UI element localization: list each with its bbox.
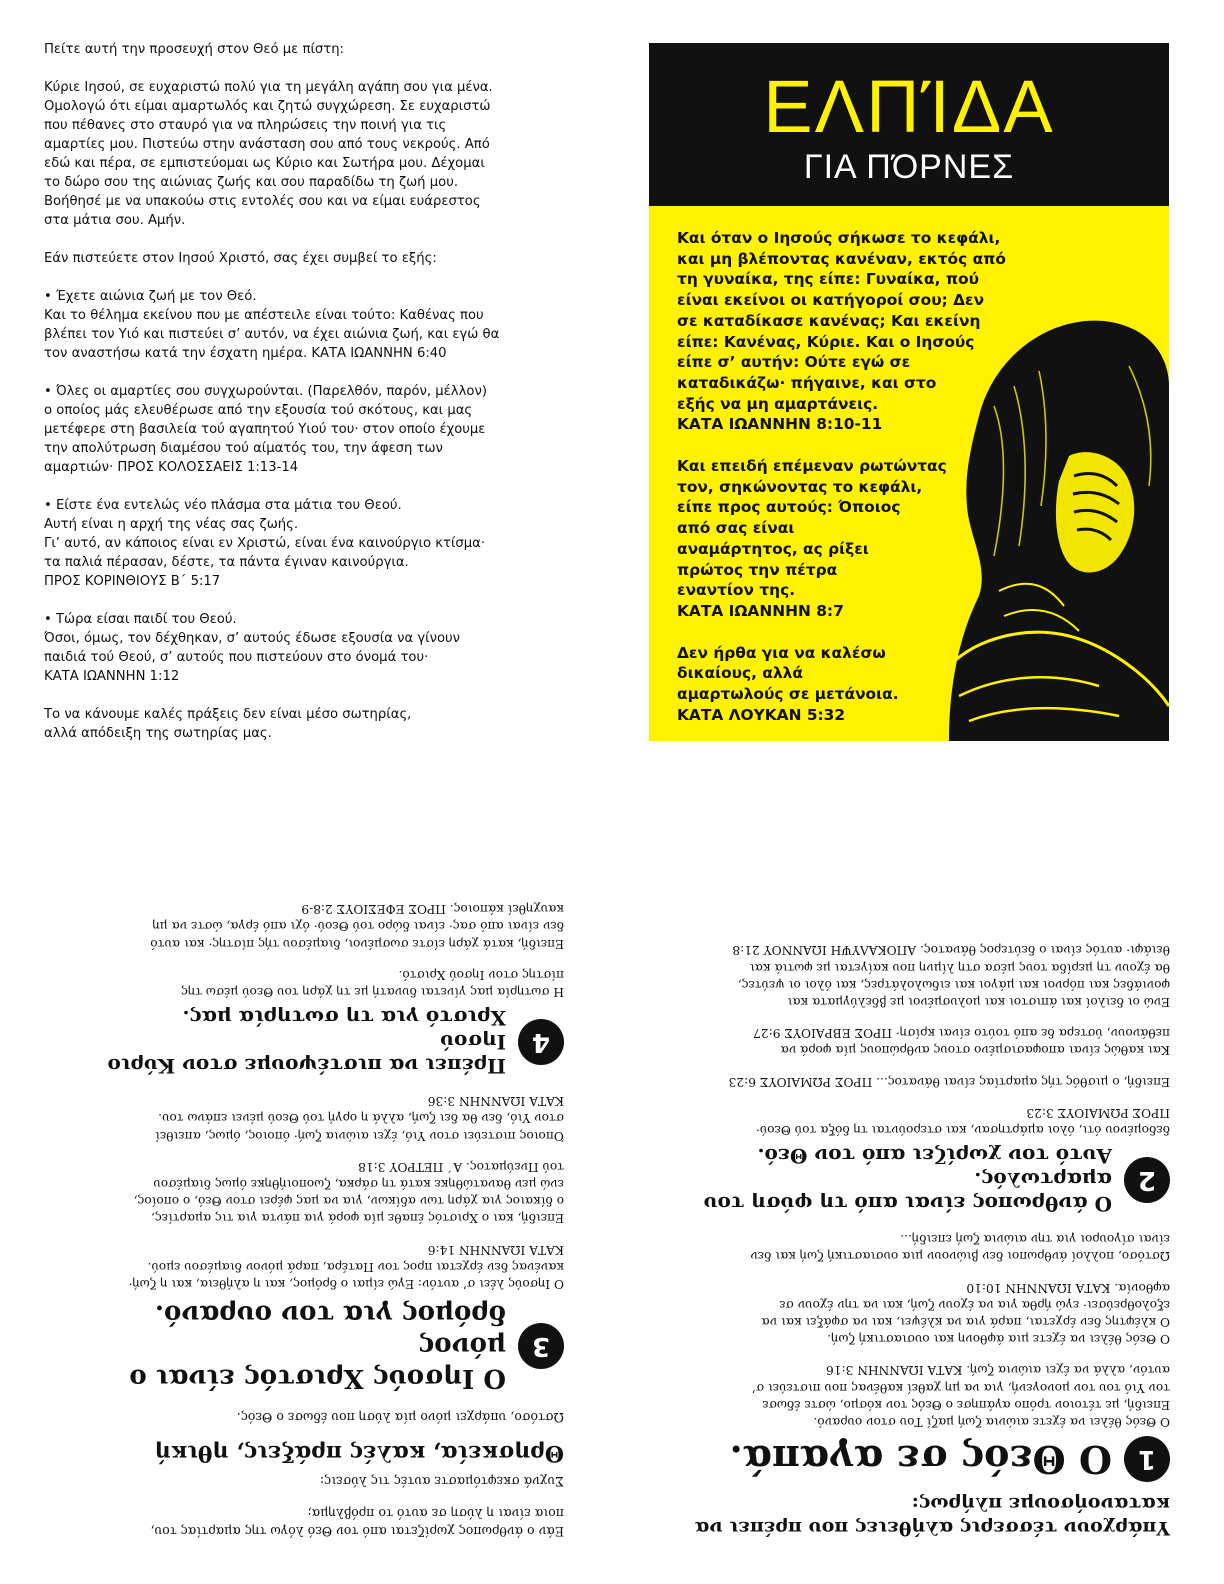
- point-new-creation: • Είστε ένα εντελώς νέο πλάσμα στα μάτια του Θεού. Αυτή είναι η αρχή της νέας σας ζωής. Γι’ αυτό, αν κάποιος είναι εν Χριστώ, είναι ένα καινούργιο κτίσμα· τα παλιά πέρασαν, δέστε, τα πάντα έγιναν καινούργια. ΠΡΟΣ ΚΟΡΙΝΘΙΟΥΣ Β΄ 5:17: [44, 498, 486, 589]
- truth-2-body-4: Ενώ οι δειλοί και άπιστοι και μολυσμένοι με βδελύγματα και φονιάδες και πόρνοι και μάγοι και ειδωλολάτρες, και όλοι οι ψεύτες, θα έχουν τη μερίδα τους μέσα στη λίμνη που καίγεται με φωτιά και θειάφι· αυτός είναι ο δεύτερος θάνατος. ΑΠΟΚΑΛΥΨΗ ΙΩΑΝΝΟΥ 21:8: [732, 943, 1170, 1009]
- truth-1-title: Ο Θεός σε αγαπά.: [729, 1437, 1112, 1482]
- truth-1-body-2: Ο Θεός θέλει να έχετε μια άφθονη και ουσιαστική ζωή. Ο κλέφτης δεν έρχεται, παρά για να κλέψει, και να σφάξει και να εξολοθρεύσει· εγώ ήρθα για να έχουν ζωή, και να την έχουν σε αφθονία. ΚΑΤΑ ΙΩΑΝΝΗΝ 10:10: [761, 1280, 1170, 1347]
- verse-john-8-7: Και επειδή επέμεναν ρωτώντας τον, σηκώνοντας το κεφάλι, είπε προς αυτούς: Όποιος από σας είναι αναμάρτητος, ας ρίξει πρώτος την πέτρα εναντίον της. ΚΑΤΑ ΙΩΑΝΝΗΝ 8:7: [677, 457, 947, 620]
- solution-false-paths: Θρησκεία, καλές πράξεις, ηθική: [154, 1440, 564, 1466]
- truth-3-body-2: Επειδή, και ο Χριστός έπαθε μία φορά για πάντα για τις αμαρτίες, ο δίκαιος για χάρη των αδίκων, για να μας φέρει στον Θεό, ο οποίος, ενώ μεν θανατώθηκε κατά τη σάρκα, ζωοποιήθηκε όμως διαμέσου τού Πνεύματος. Α΄ ΠΕΤΡΟΥ 3:18: [133, 1159, 564, 1226]
- solution-common: Συχνά σκεφτόμαστε αυτές τις λύσεις:: [319, 1474, 564, 1489]
- truth-4-heading: [44, 1006, 564, 1078]
- truth-2-heading: [658, 1144, 1170, 1216]
- point-sins-forgiven: • Όλες οι αμαρτίες σου συγχωρούνται. (Παρελθόν, παρόν, μέλλον) ο οποίος μάς ελευθέρωσε από την εξουσία τού σκότους, και μας μετέφερε στη βασιλεία τού αγαπητού Υιού του· στον οποίο έχουμε την απολύτρωση διαμέσου τού αίματός του, την άφεση των αμαρτιών· ΠΡΟΣ ΚΟΛΟΣΣΑΕΙΣ 1:13-14: [44, 384, 487, 475]
- truth-4-body-2: Επειδή, κατά χάρη είστε σωσμένοι, διαμέσου τής πίστης· και αυτό δεν είναι από σας· είναι δώρο τού Θεού· όχι από έργα, ώστε να μη καυχηθεί κάποιος. ΠΡΟΣ ΕΦΕΣΙΟΥΣ 2:8-9: [150, 902, 564, 951]
- cover-title: ΕΛΠΊΔΑ: [763, 65, 1055, 148]
- point-eternal-life: • Έχετε αιώνια ζωή με τον Θεό. Και το θέλημα εκείνου που με απέστειλε είναι τούτο: Καθένας που βλέπει τον Υιό και πιστεύει σ’ αυτόν, να έχει αιώνια ζωή, και εγώ θα τον αναστήσω κατά την έσχατη ημέρα. ΚΑΤΑ ΙΩΑΝΝΗΝ 6:40: [44, 289, 500, 361]
- cover-verses: [677, 228, 1077, 741]
- solution-only-one: Ωστόσο, υπάρχει μόνο μία λύση που έδωσε ο Θεός.: [236, 1410, 564, 1425]
- truths-panel-3-4: [44, 840, 564, 1540]
- solution-question: Εάν ο άνθρωπος χωρίζεται από τον Θεό λόγω της αμαρτίας του, ποια είναι η λύση σε αυτό το πρόβλημα;: [150, 1506, 564, 1539]
- truth-3-body: Ο Ιησούς λέει σ’ αυτόν: Εγώ είμαι ο δρόμος, και η αλήθεια, και η ζωή· κανένας δεν έρχεται προς τον Πατέρα, παρά μόνον διαμέσου εμού. ΚΑΤΑ ΙΩΑΝΝΗΝ 14:6: [128, 1242, 564, 1291]
- truth-2-body-2: Επειδή, ο μισθός τής αμαρτίας είναι θάνατος... ΠΡΟΣ ΡΩΜΑΙΟΥΣ 6:23: [728, 1074, 1170, 1089]
- prayer-intro: Πείτε αυτή την προσευχή στον Θεό με πίστη:: [44, 42, 345, 57]
- truth-1-body: Ο Θεός θέλει να έχετε αιώνια ζωή μαζί Του στον ουρανό. Επειδή, με τέτοιον τρόπο αγάπησε ο Θεός τον κόσμο, ώστε έδωσε τον Υιό του τον μονογενή, για να μη χαθεί καθένας που πιστεύει σ’ αυτόν, αλλά να έχει αιώνια ζωή. ΚΑΤΑ ΙΩΑΝΝΗΝ 3:16: [751, 1363, 1170, 1429]
- verse-luke-5-32: Δεν ήρθα για να καλέσω δικαίους, αλλά αμαρτωλούς σε μετάνοια. ΚΑΤΑ ΛΟΥΚΑΝ 5:32: [677, 643, 899, 724]
- truth-1-number: 1: [1124, 1436, 1170, 1482]
- prayer-text: Κύριε Ιησού, σε ευχαριστώ πολύ για τη μεγάλη αγάπη σου για μένα. Ομολογώ ότι είμαι αμαρτωλός και ζητώ συγχώρεση. Σε ευχαριστώ που πέθανες στο σταυρό για να πληρώσεις την ποινή για τις αμαρτίες μου. Πιστεύω στην ανάσταση σου από τους νεκρούς. Από εδώ και πέρα, σε εμπιστεύομαι ως Κύριο και Σωτήρα μου. Δέχομαι το δώρο σου της αιώνιας ζωής και σου παραδίδω τη ζωή μου. Βοήθησέ με να υπακούω στις εντολές σου και να είμαι ευάρεστος στα μάτια σου. Αμήν.: [44, 80, 493, 228]
- cover-subtitle: ΓΙΑ ΠΌΡΝΕΣ: [803, 148, 1015, 186]
- truth-3-body-3: Όποιος πιστεύει στον Υιό, έχει αιώνια ζωή· όποιος, όμως, απειθεί στον Υιό, δεν θα δει ζωή, αλλά η οργή τού Θεού μένει επάνω του. ΚΑΤΑ ΙΩΑΝΝΗΝ 3:36: [155, 1094, 564, 1143]
- truth-4-number: 4: [518, 1019, 564, 1065]
- prayer-closing: Το να κάνουμε καλές πράξεις δεν είναι μέσο σωτηρίας, αλλά απόδειξη της σωτηρίας μας.: [44, 707, 412, 741]
- truth-3-heading: [44, 1298, 564, 1394]
- truth-2-body-3: Και καθώς είναι αποφασισμένο στους ανθρώπους μία φορά να πεθάνουν, ύστερα δε από τούτο είναι κρίση· ΠΡΟΣ ΕΒΡΑΙΟΥΣ 9:27: [753, 1026, 1170, 1058]
- truth-2-title: Ο άνθρωπος είναι από τη φύση του αμαρτωλός. Αυτό τον χωρίζει από τον Θεό.: [703, 1143, 1112, 1216]
- truth-2-body: δεδομένου ότι, όλοι αμάρτησαν, και στερούνται τη δόξα τού Θεού· ΠΡΟΣ ΡΩΜΑΙΟΥΣ 3:23: [755, 1105, 1170, 1137]
- truth-3-title: Ο Ιησούς Χριστός είναι ο μόνος δρόμος για τον ουρανό.: [129, 1299, 506, 1393]
- truth-4-body: Η σωτηρία μας γίνεται δυνατή με τη χάρη του Θεού μέσω της πίστης στον Ιησού Χριστό.: [181, 967, 564, 999]
- truth-4-title: Πρέπει να πιστέψουμε στον Κύριο Ιησού Χριστό για τη σωτηρία μας.: [107, 1005, 506, 1078]
- truths-panel-1-2: [658, 840, 1170, 1540]
- truths-intro: Υπάρχουν τέσσερις αλήθειες που πρέπει να κατανοήσουμε πλήρως:: [694, 1493, 1170, 1539]
- truth-2-number: 2: [1124, 1157, 1170, 1203]
- truth-1-body-3: Ωστόσο, πολλοί άνθρωποι δεν βιώνουν μια ουσιαστική ζωή και δεν είναι σίγουροι για την αιώνια ζωή επειδή...: [750, 1232, 1170, 1264]
- cover-header: [649, 43, 1169, 206]
- cover-panel: [649, 43, 1169, 741]
- if-believe-heading: Εάν πιστεύετε στον Ιησού Χριστό, σας έχει συμβεί το εξής:: [44, 251, 437, 266]
- truth-1-heading: [658, 1436, 1170, 1482]
- verse-john-8-10: Και όταν ο Ιησούς σήκωσε το κεφάλι, και μη βλέποντας κανέναν, εκτός από τη γυναίκα, της είπε: Γυναίκα, πού είναι εκείνοι οι κατήγοροί σου; Δεν σε καταδίκασε κανένας; Και εκείνη είπε: Κανένας, Κύριε. Και ο Ιησούς είπε σ’ αυτήν: Ούτε εγώ σε καταδικάζω· πήγαινε, και στο εξής να μη αμαρτάνεις. ΚΑΤΑ ΙΩΑΝΝΗΝ 8:10-11: [677, 229, 1006, 434]
- point-child-of-god: • Τώρα είσαι παιδί του Θεού. Όσοι, όμως, τον δέχθηκαν, σ’ αυτούς έδωσε εξουσία να γίνουν παιδιά τού Θεού, σ’ αυτούς που πιστεύουν στο όνομά του· ΚΑΤΑ ΙΩΑΝΝΗΝ 1:12: [44, 612, 461, 684]
- truth-3-number: 3: [518, 1323, 564, 1369]
- prayer-column: [44, 40, 584, 743]
